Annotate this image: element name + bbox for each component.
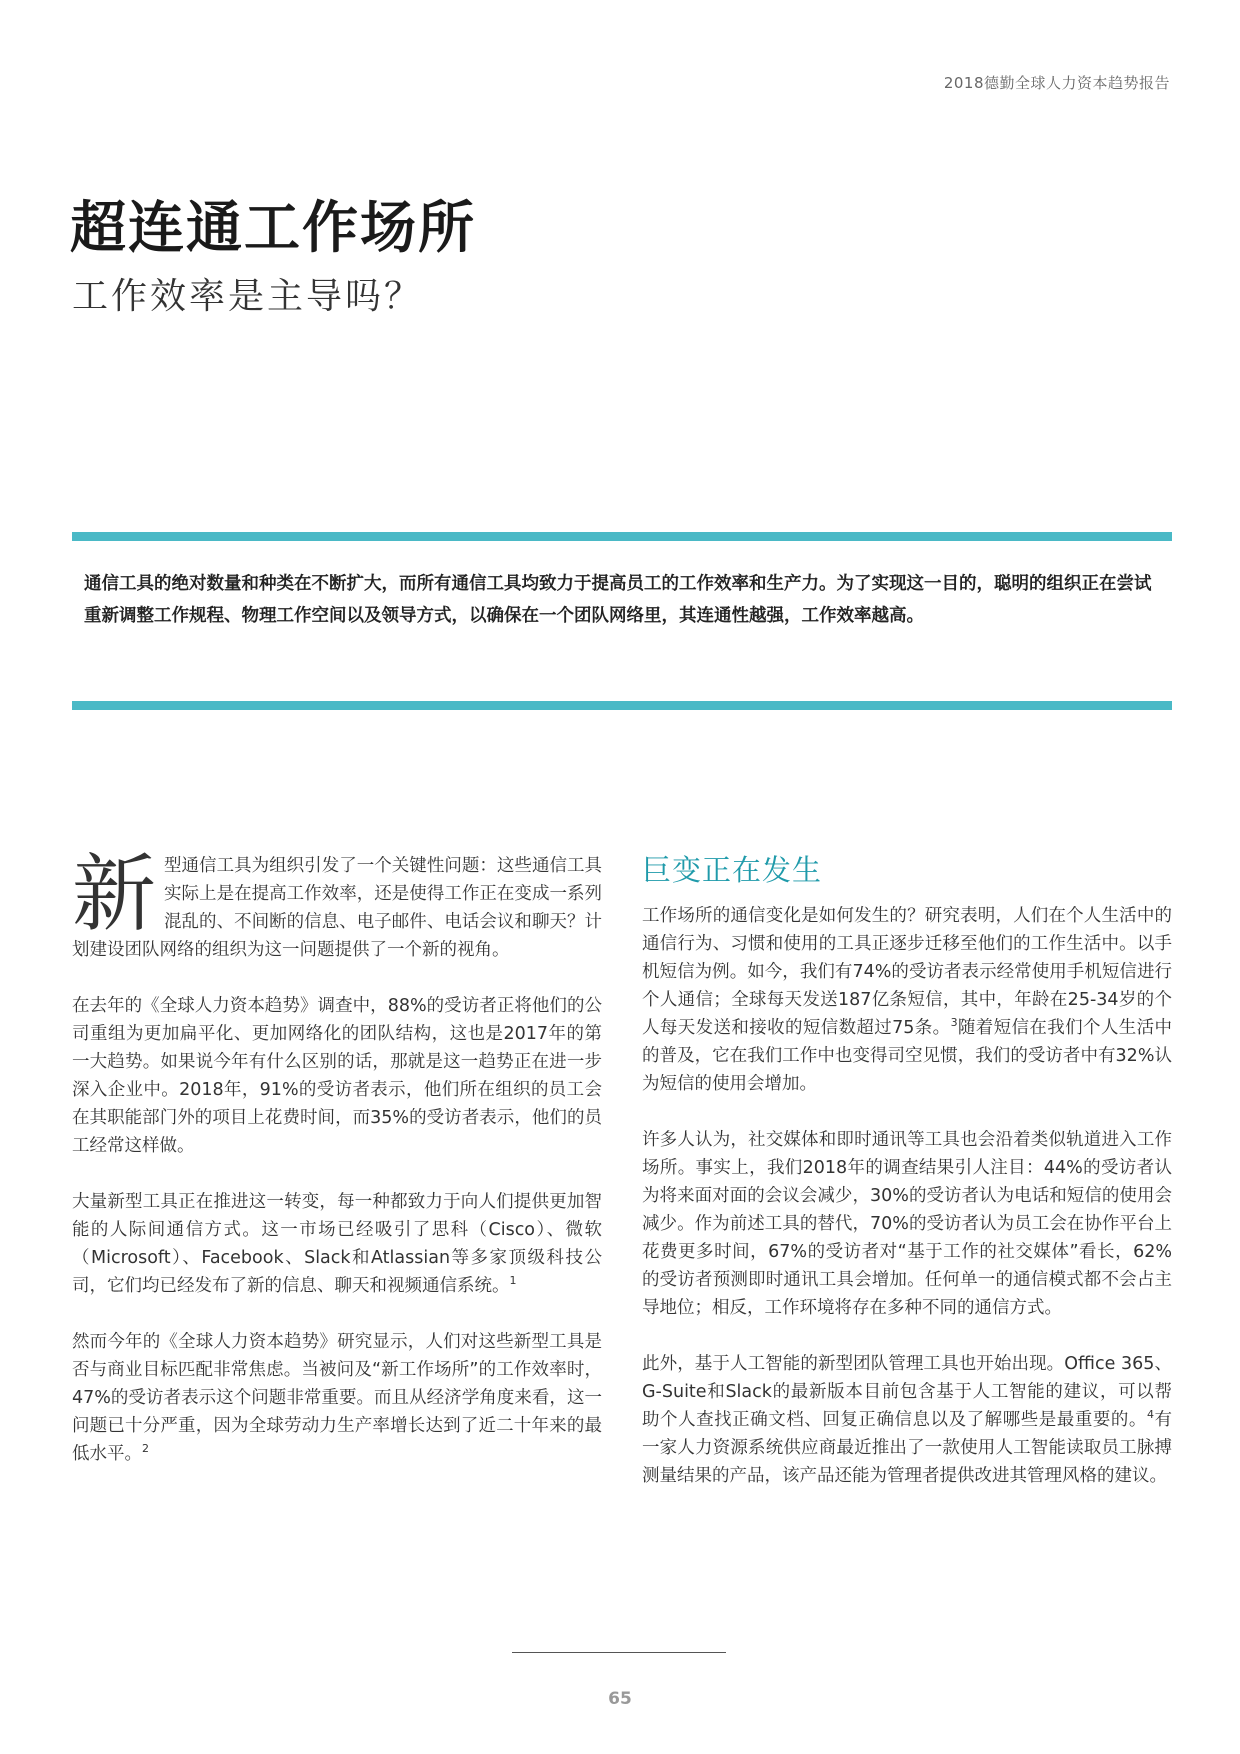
- right-paragraph-2: 许多人认为，社交媒体和即时通讯等工具也会沿着类似轨道进入工作场所。事实上，我们2018年的调查结果引人注目：44%的受访者认为将来面对面的会议会减少，30%的受访者认为电话和短信的使用会减少。作为前述工具的替代，70%的受访者认为员工会在协作平台上花费更多时间，67%的受访者对“基于工作的社交媒体”看长，62%的受访者预测即时通讯工具会增加。任何单一的通信模式都不会占主导地位；相反，工作环境将存在多种不同的通信方式。: [642, 1130, 1172, 1318]
- right-paragraph-1: [642, 902, 1172, 1098]
- right-paragraph-3: [642, 1350, 1172, 1490]
- report-header-title: 2018德勤全球人力资本趋势报告: [943, 74, 1170, 92]
- right-column: [642, 902, 1172, 1518]
- left-paragraph-1-text: 型通信工具为组织引发了一个关键性问题：这些通信工具实际上是在提高工作效率，还是使得工作正在变成一系列混乱的、不间断的信息、电子邮件、电话会议和聊天？计划建设团队网络的组织为这一问题提供了一个新的视角。: [72, 856, 602, 960]
- section-heading: 巨变正在发生: [642, 853, 823, 887]
- intro-bottom-rule: [72, 701, 1172, 710]
- left-paragraph-3: [72, 1188, 602, 1300]
- page-subtitle: 工作效率是主导吗？: [72, 276, 424, 317]
- drop-cap: 新: [72, 845, 157, 943]
- intro-top-rule: [72, 532, 1172, 541]
- left-paragraph-4-text: 然而今年的《全球人力资本趋势》研究显示，人们对这些新型工具是否与商业目标匹配非常焦虑。当被问及“新工作场所”的工作效率时，47%的受访者表示这个问题非常重要。而且从经济学角度来看，这一问题已十分严重，因为全球劳动力生产率增长达到了近二十年来的最低水平。: [72, 1332, 602, 1464]
- right-paragraph-3-text-b: 有一家人力资源系统供应商最近推出了一款使用人工智能读取员工脉搏测量结果的产品，该产品还能为管理者提供改进其管理风格的建议。: [642, 1410, 1173, 1486]
- footer-rule: [512, 1652, 726, 1653]
- right-paragraph-1-text-b: 随着短信在我们个人生活中的普及，它在我们工作中也变得司空见惯，我们的受访者中有32%认为短信的使用会增加。: [642, 1018, 1172, 1094]
- right-paragraph-1-text-a: 工作场所的通信变化是如何发生的？研究表明，人们在个人生活中的通信行为、习惯和使用的工具正逐步迁移至他们的工作生活中。以手机短信为例。如今，我们有74%的受访者表示经常使用手机短信进行个人通信；全球每天发送187亿条短信，其中，年龄在25-34岁的个人每天发送和接收的短信数超过75条。: [642, 906, 1172, 1038]
- footnote-ref-1[interactable]: 1: [509, 1274, 517, 1288]
- left-paragraph-4: [72, 1328, 602, 1468]
- left-paragraph-2: 在去年的《全球人力资本趋势》调查中，88%的受访者正将他们的公司重组为更加扁平化、更加网络化的团队结构，这也是2017年的第一大趋势。如果说今年有什么区别的话，那就是这一趋势正在进一步深入企业中。2018年，91%的受访者表示，他们所在组织的员工会在其职能部门外的项目上花费时间，而35%的受访者表示，他们的员工经常这样做。: [72, 996, 602, 1156]
- footnote-ref-4[interactable]: 4: [1146, 1408, 1154, 1422]
- right-paragraph-3-text-a: 此外，基于人工智能的新型团队管理工具也开始出现。Office 365、G-Suite和Slack的最新版本目前包含基于人工智能的建议，可以帮助个人查找正确文档、回复正确信息以及了解哪些是最重要的。: [642, 1354, 1172, 1430]
- left-paragraph-3-text: 大量新型工具正在推进这一转变，每一种都致力于向人们提供更加智能的人际间通信方式。这一市场已经吸引了思科（Cisco）、微软（Microsoft）、Facebook、Slack和Atlassian等多家顶级科技公司，它们均已经发布了新的信息、聊天和视频通信系统。: [72, 1192, 602, 1296]
- page-number: 65: [608, 1689, 632, 1709]
- footnote-ref-2[interactable]: 2: [142, 1442, 149, 1456]
- footnote-ref-3[interactable]: 3: [950, 1016, 958, 1030]
- left-column: [72, 845, 602, 1496]
- intro-summary: 通信工具的绝对数量和种类在不断扩大，而所有通信工具均致力于提高员工的工作效率和生产力。为了实现这一目的，聪明的组织正在尝试重新调整工作规程、物理工作空间以及领导方式，以确保在一个团队网络里，其连通性越强，工作效率越高。: [84, 574, 1152, 626]
- page-title: 超连通工作场所: [70, 196, 476, 261]
- left-paragraph-1: [72, 845, 602, 964]
